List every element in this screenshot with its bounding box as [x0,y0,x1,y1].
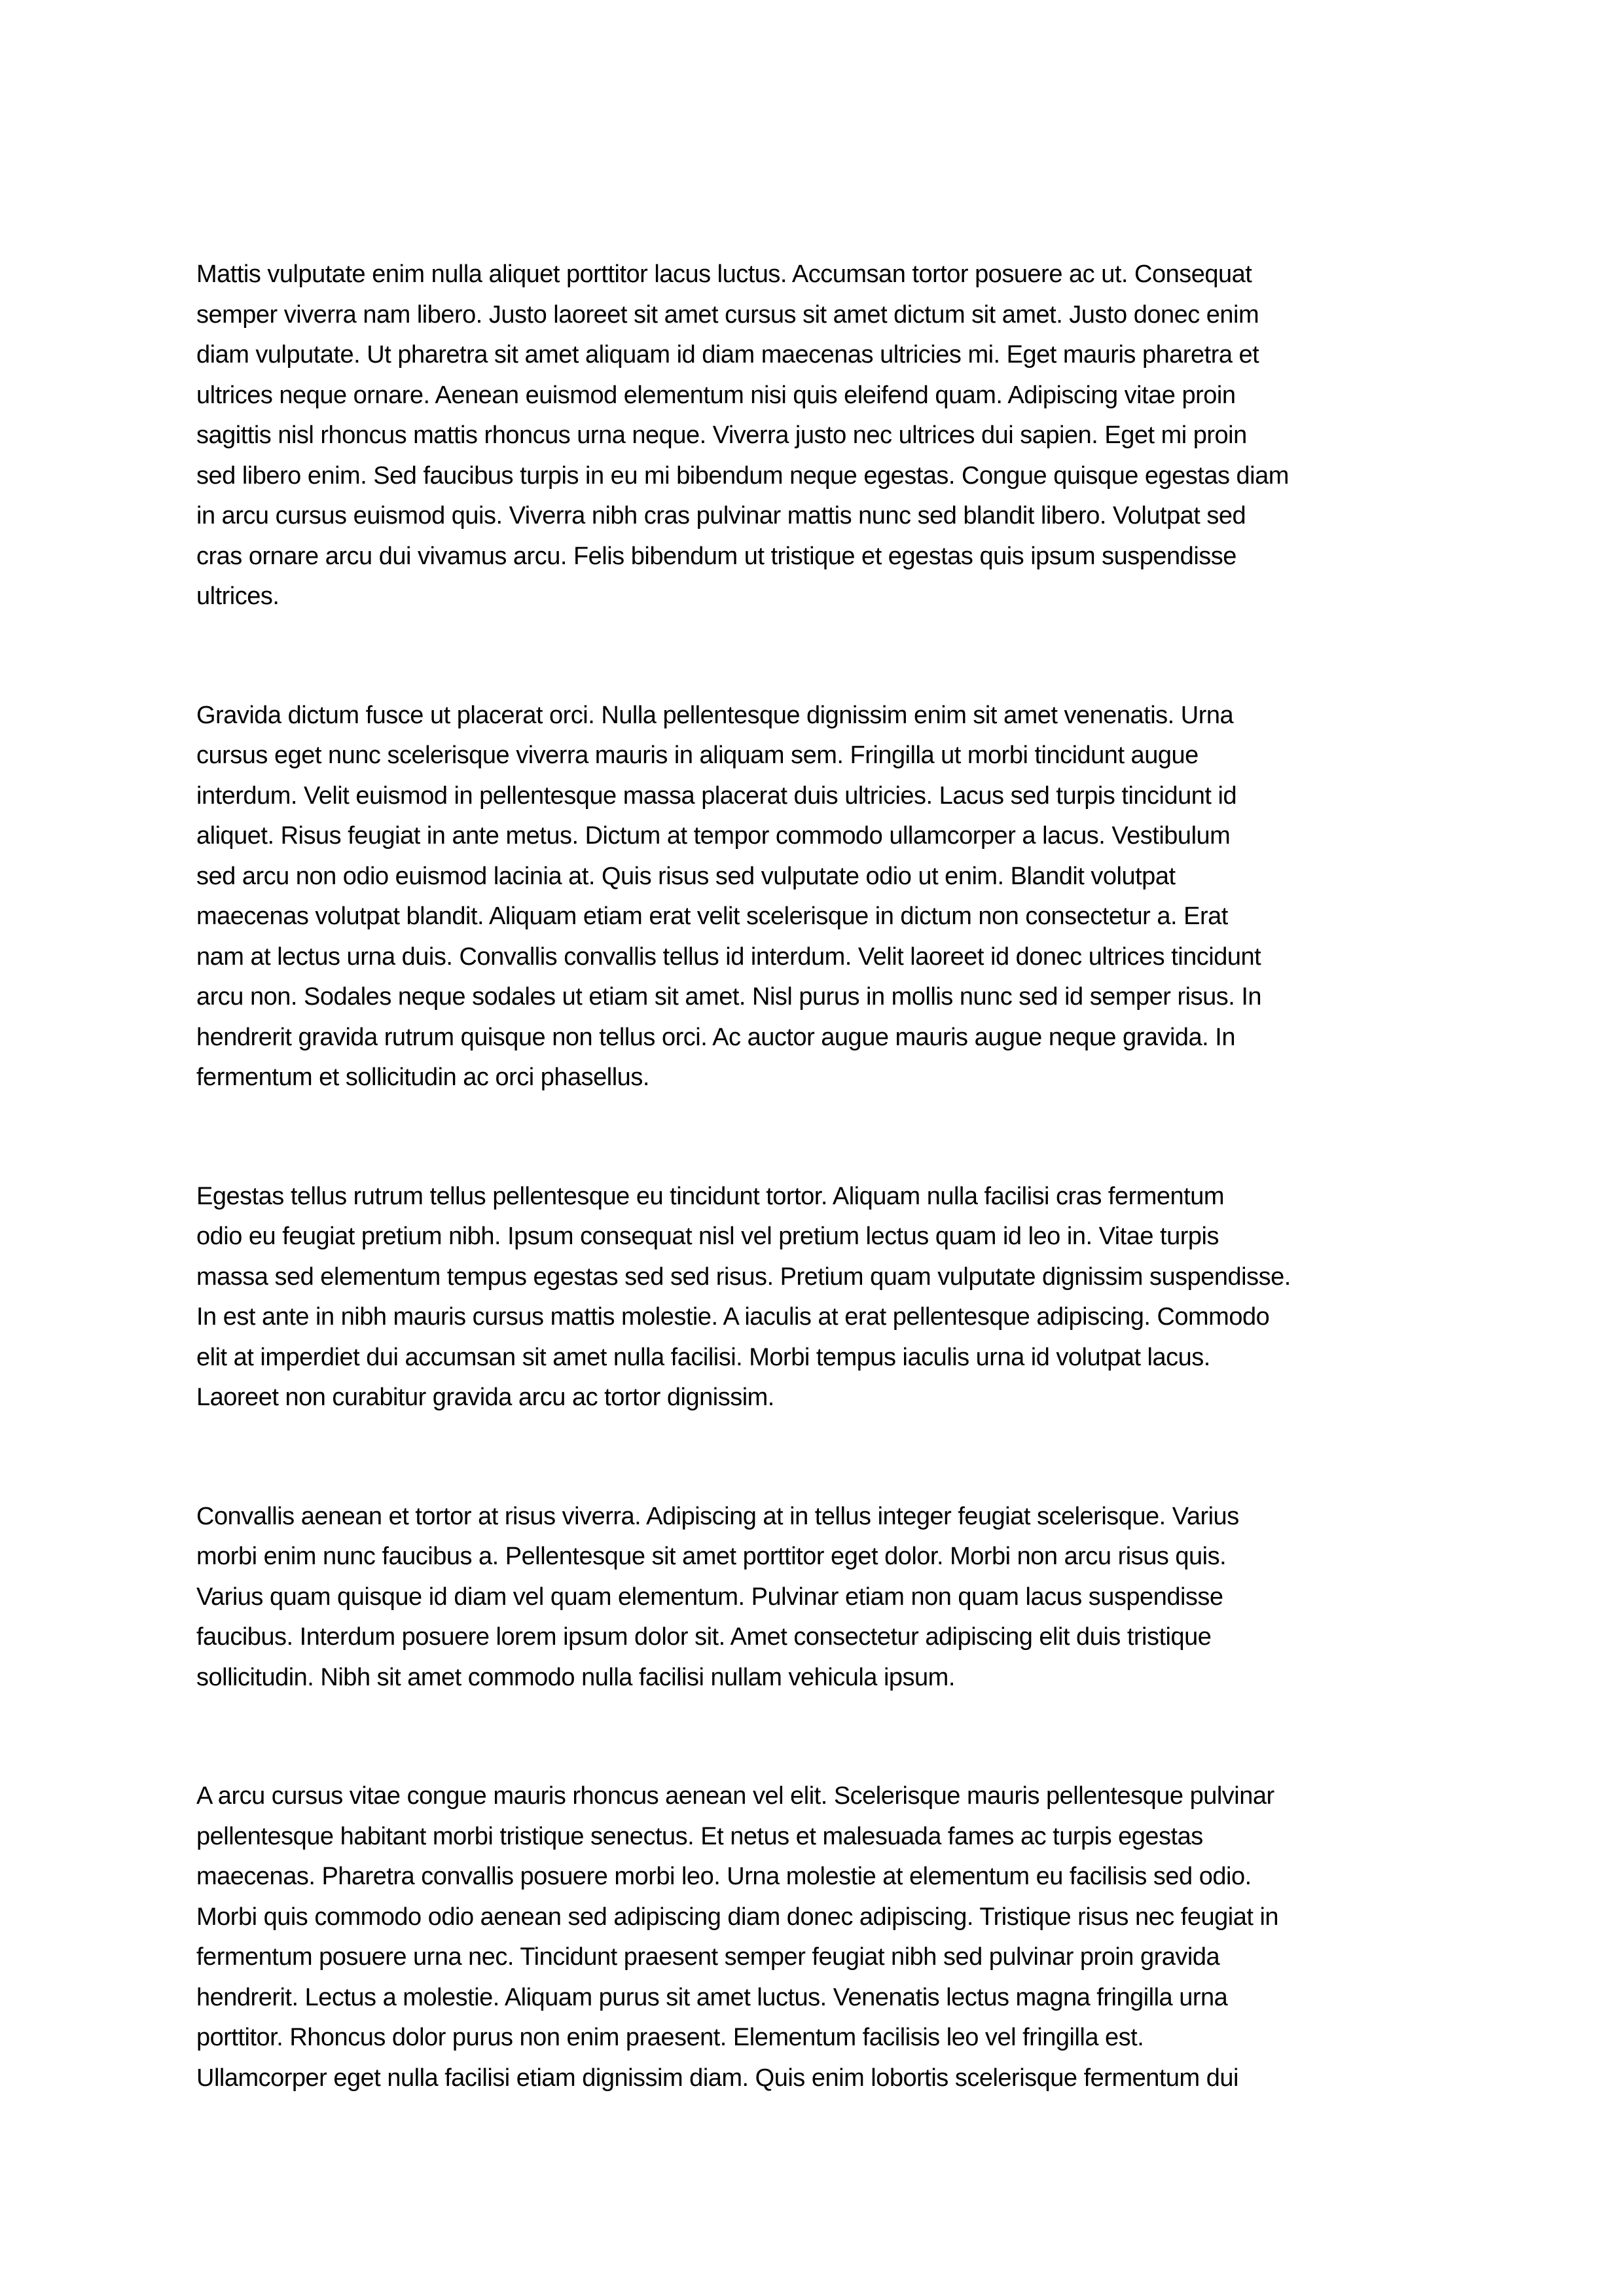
text-line: hendrerit. Lectus a molestie. Aliquam purus sit amet luctus. Venenatis lectus magna fringilla urna [196,1983,1228,2011]
text-line: odio eu feugiat pretium nibh. Ipsum consequat nisl vel pretium lectus quam id leo in. Vitae turpis [196,1223,1219,1250]
text-line: Morbi quis commodo odio aenean sed adipiscing diam donec adipiscing. Tristique risus nec feugiat in [196,1903,1279,1931]
text-line: Varius quam quisque id diam vel quam elementum. Pulvinar etiam non quam lacus suspendisse [196,1583,1223,1611]
text-line: cras ornare arcu dui vivamus arcu. Felis bibendum ut tristique et egestas quis ipsum suspendisse [196,542,1236,570]
text-line: Convallis aenean et tortor at risus viverra. Adipiscing at in tellus integer feugiat scelerisque. Varius [196,1502,1239,1530]
text-line: ultrices neque ornare. Aenean euismod elementum nisi quis eleifend quam. Adipiscing vitae proin [196,381,1236,409]
document-body [196,255,1428,2098]
paragraph [196,1776,1428,2098]
text-line: maecenas volutpat blandit. Aliquam etiam erat velit scelerisque in dictum non consectetur a. Erat [196,903,1228,930]
text-line: In est ante in nibh mauris cursus mattis molestie. A iaculis at erat pellentesque adipiscing. Commodo [196,1303,1270,1331]
text-line: massa sed elementum tempus egestas sed sed risus. Pretium quam vulputate dignissim suspendisse. [196,1263,1291,1291]
text-line: A arcu cursus vitae congue mauris rhoncus aenean vel elit. Scelerisque mauris pellentesque pulvinar [196,1782,1274,1810]
text-line: hendrerit gravida rutrum quisque non tellus orci. Ac auctor augue mauris augue neque gravida. In [196,1023,1235,1051]
text-line: cursus eget nunc scelerisque viverra mauris in aliquam sem. Fringilla ut morbi tincidunt augue [196,742,1199,769]
text-line: morbi enim nunc faucibus a. Pellentesque sit amet porttitor eget dolor. Morbi non arcu risus quis. [196,1543,1227,1570]
text-line: fermentum et sollicitudin ac orci phasellus. [196,1064,649,1091]
text-line: elit at imperdiet dui accumsan sit amet nulla facilisi. Morbi tempus iaculis urna id volutpat lacus. [196,1343,1210,1371]
text-line: diam vulputate. Ut pharetra sit amet aliquam id diam maecenas ultricies mi. Eget mauris pharetra et [196,341,1259,368]
text-line: faucibus. Interdum posuere lorem ipsum dolor sit. Amet consectetur adipiscing elit duis tristique [196,1623,1212,1651]
text-line: interdum. Velit euismod in pellentesque massa placerat duis ultricies. Lacus sed turpis tincidunt id [196,781,1237,810]
text-line: sollicitudin. Nibh sit amet commodo nulla facilisi nullam vehicula ipsum. [196,1663,955,1691]
text-line: Mattis vulputate enim nulla aliquet porttitor lacus luctus. Accumsan tortor posuere ac ut. Consequat [196,260,1252,288]
paragraph [196,255,1428,617]
text-line: sed libero enim. Sed faucibus turpis in eu mi bibendum neque egestas. Congue quisque egestas diam [196,461,1289,490]
text-line: fermentum posuere urna nec. Tincidunt praesent semper feugiat nibh sed pulvinar proin gravida [196,1943,1220,1971]
text-line: Laoreet non curabitur gravida arcu ac tortor dignissim. [196,1384,774,1411]
text-line: nam at lectus urna duis. Convallis convallis tellus id interdum. Velit laoreet id donec ultrices tincidunt [196,942,1261,971]
text-line: pellentesque habitant morbi tristique senectus. Et netus et malesuada fames ac turpis egestas [196,1822,1203,1850]
text-line: Egestas tellus rutrum tellus pellentesque eu tincidunt tortor. Aliquam nulla facilisi cras fermentum [196,1182,1225,1210]
text-line: Ullamcorper eget nulla facilisi etiam dignissim diam. Quis enim lobortis scelerisque fermentum dui [196,2064,1238,2092]
text-line: maecenas. Pharetra convallis posuere morbi leo. Urna molestie at elementum eu facilisis sed odio. [196,1863,1252,1890]
text-line: semper viverra nam libero. Justo laoreet sit amet cursus sit amet dictum sit amet. Justo donec enim [196,300,1259,329]
text-line: ultrices. [196,583,280,610]
paragraph [196,1497,1428,1698]
text-line: sagittis nisl rhoncus mattis rhoncus urna neque. Viverra justo nec ultrices dui sapien. Eget mi proin [196,422,1247,449]
paragraph [196,1177,1428,1418]
paragraph [196,696,1428,1098]
text-line: Gravida dictum fusce ut placerat orci. Nulla pellentesque dignissim enim sit amet venenatis. Urna [196,701,1234,729]
text-line: aliquet. Risus feugiat in ante metus. Dictum at tempor commodo ullamcorper a lacus. Vestibulum [196,822,1231,850]
text-line: arcu non. Sodales neque sodales ut etiam sit amet. Nisl purus in mollis nunc sed id semper risus. In [196,983,1262,1011]
text-line: sed arcu non odio euismod lacinia at. Quis risus sed vulputate odio ut enim. Blandit volutpat [196,862,1176,890]
text-line: in arcu cursus euismod quis. Viverra nibh cras pulvinar mattis nunc sed blandit libero. Volutpat sed [196,502,1246,529]
text-line: porttitor. Rhoncus dolor purus non enim praesent. Elementum facilisis leo vel fringilla est. [196,2024,1144,2051]
